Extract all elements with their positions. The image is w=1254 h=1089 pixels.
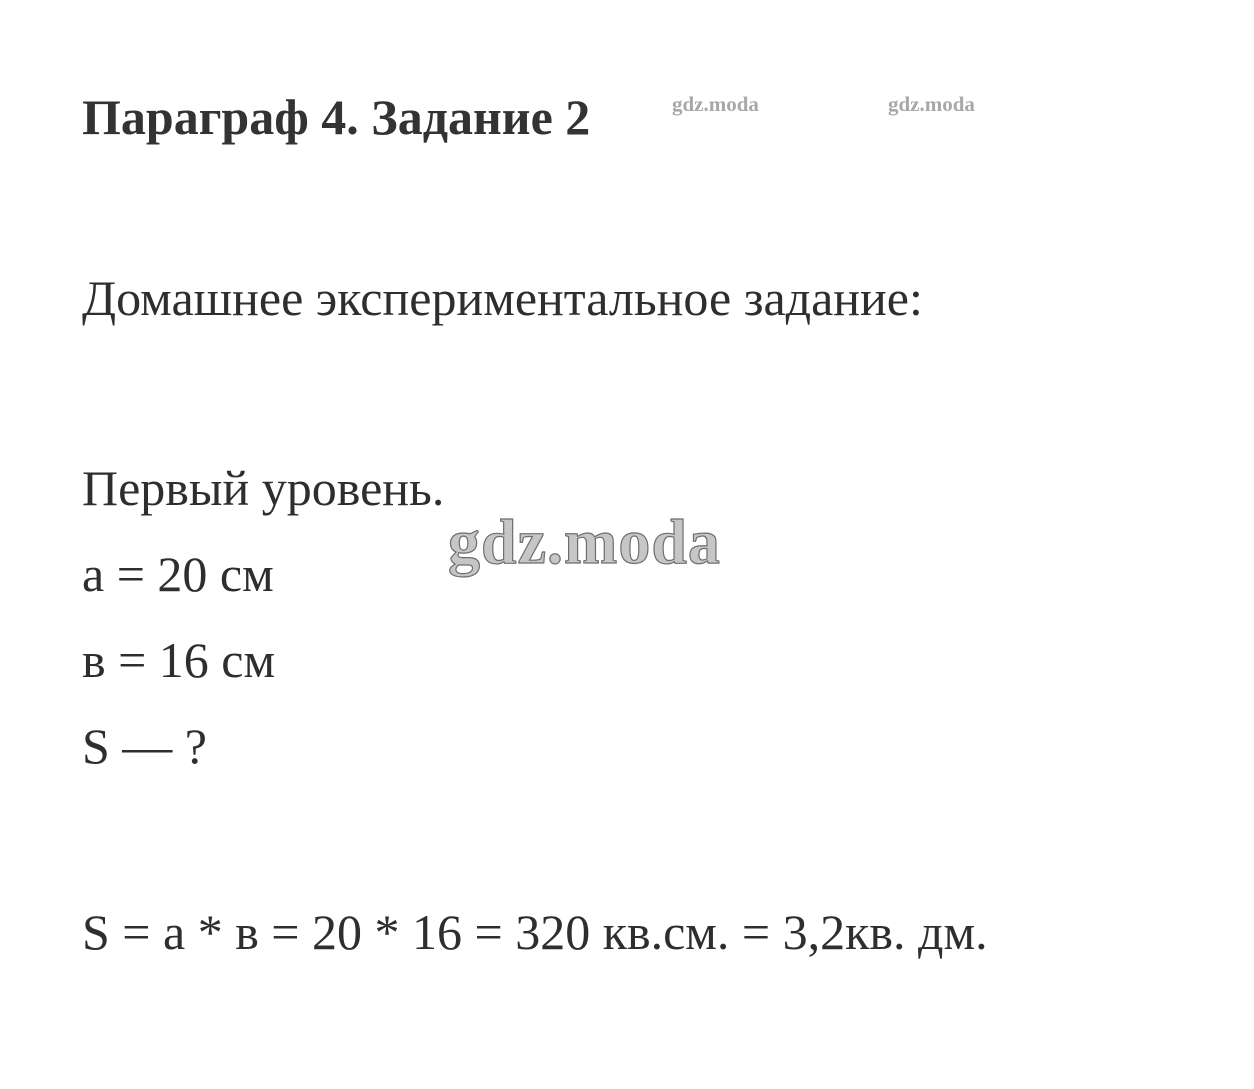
find-s: S — ? — [82, 718, 207, 774]
level-label: Первый уровень. — [82, 460, 445, 516]
watermark-top-left: gdz.moda — [672, 92, 759, 116]
intro-text: Домашнее экспериментальное задание: — [82, 270, 923, 326]
watermark-top-right: gdz.moda — [888, 92, 975, 116]
given-a: а = 20 см — [82, 546, 274, 602]
page-heading: Параграф 4. Задание 2 — [82, 89, 591, 145]
watermark-center: gdz.moda — [448, 506, 721, 577]
given-b: в = 16 см — [82, 632, 276, 688]
solution-formula: S = а * в = 20 * 16 = 320 кв.см. = 3,2кв. дм. — [82, 904, 988, 960]
